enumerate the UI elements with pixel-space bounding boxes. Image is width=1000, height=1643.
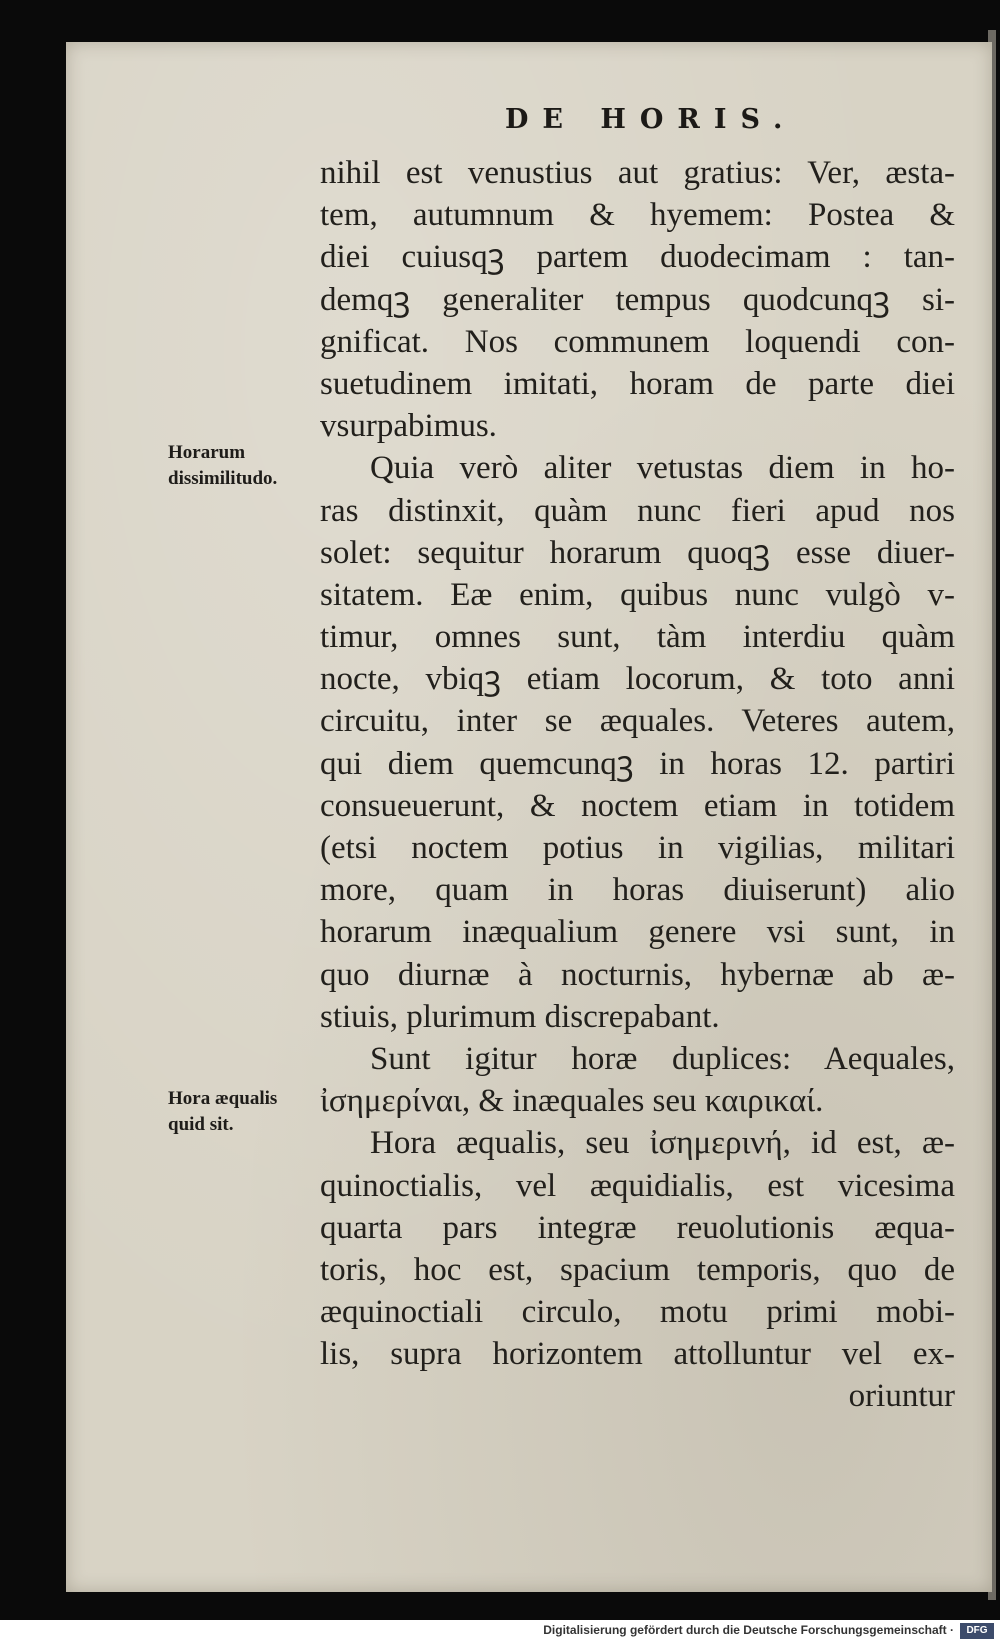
text-line: solet: sequitur horarum quoqꝫ esse diuer- — [320, 534, 955, 571]
text-line: æquinoctiali circulo, motu primi mobi- — [320, 1294, 955, 1331]
footer-credit: Digitalisierung gefördert durch die Deutsche Forschungsgemeinschaft · — [543, 1623, 954, 1637]
text-line: nocte, vbiqꝫ etiam locorum, & toto anni — [320, 661, 955, 698]
text-line: Sunt igitur horæ duplices: Aequales, — [370, 1040, 955, 1077]
text-line: gnificat. Nos communem loquendi con- — [320, 323, 955, 360]
text-line: more, quam in horas diuiserunt) alio — [320, 872, 955, 909]
text-line: demqꝫ generaliter tempus quodcunqꝫ si- — [320, 281, 955, 318]
text-line: diei cuiusqꝫ partem duodecimam : tan- — [320, 239, 955, 276]
text-line: nihil est venustius aut gratius: Ver, æsta- — [320, 155, 955, 191]
text-line: suetudinem imitati, horam de parte diei — [320, 365, 955, 402]
text-line: ἰσημερίναι, & inæquales seu καιρικαί. — [320, 1083, 824, 1120]
text-line: Quia verò aliter vetustas diem in ho- — [370, 450, 955, 487]
dfg-logo: DFG — [960, 1623, 994, 1639]
text-line: quo diurnæ à nocturnis, hybernæ ab æ- — [320, 956, 955, 993]
text-line: circuitu, inter se æquales. Veteres autem, — [320, 703, 955, 740]
margin-note-hora-aequalis — [168, 1086, 277, 1138]
text-line: timur, omnes sunt, tàm interdiu quàm — [320, 619, 955, 656]
margin-note-line: Horarum — [168, 442, 246, 463]
text-line: sitatem. Eæ enim, quibus nunc vulgò v- — [320, 576, 955, 613]
margin-note-line: quid sit. — [168, 1114, 234, 1135]
text-line: quarta pars integræ reuolutionis æqua- — [320, 1209, 955, 1246]
text-line: tem, autumnum & hyemem: Postea & — [320, 197, 955, 234]
text-line: vsurpabimus. — [320, 408, 497, 445]
digitization-footer — [0, 1620, 1000, 1643]
text-line: Hora æqualis, seu ἰσημερινή, id est, æ- — [370, 1125, 955, 1162]
text-line: toris, hoc est, spacium temporis, quo de — [320, 1251, 955, 1288]
body-text — [320, 152, 955, 1418]
text-line: horarum inæqualium genere vsi sunt, in — [320, 914, 955, 951]
margin-note-dissimilitudo — [168, 440, 277, 492]
text-line: (etsi noctem potius in vigilias, militari — [320, 830, 955, 866]
text-line: consueuerunt, & noctem etiam in totidem — [320, 787, 955, 824]
catchword: oriuntur — [848, 1378, 955, 1415]
text-line: lis, supra horizontem attolluntur vel ex- — [320, 1336, 955, 1373]
text-line: qui diem quemcunqꝫ in horas 12. partiri — [320, 745, 955, 782]
text-line: stiuis, plurimum discrepabant. — [320, 998, 720, 1035]
margin-note-line: Hora æqualis — [168, 1088, 278, 1109]
text-line: ras distinxit, quàm nunc fieri apud nos — [320, 492, 955, 529]
running-head: DE HORIS. — [505, 104, 797, 135]
margin-note-line: dissimilitudo. — [168, 468, 278, 489]
text-line: quinoctialis, vel æquidialis, est vicesima — [320, 1167, 955, 1204]
